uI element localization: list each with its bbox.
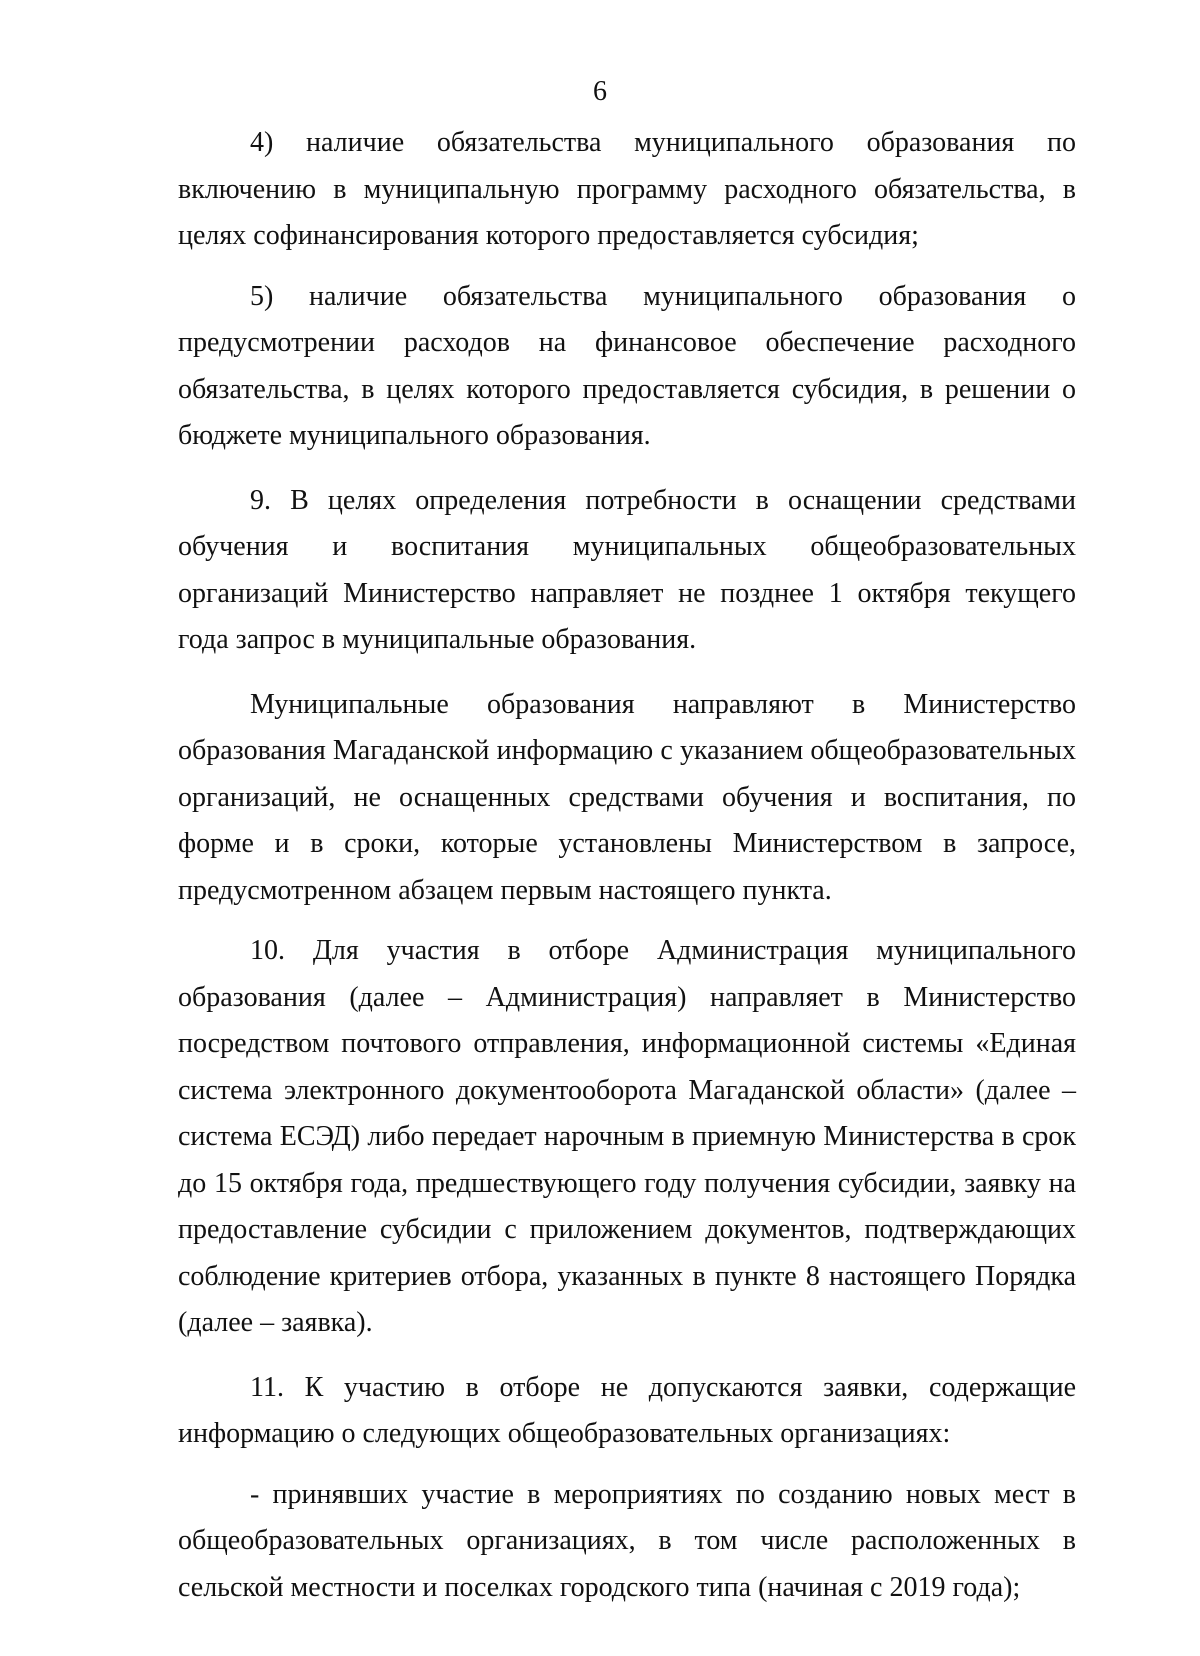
paragraph-item-4: 4) наличие обязательства муниципального образования по включению в муниципальную программу расходного обязательства, в целях софинансирования которого предоставляется субсидия; bbox=[178, 127, 1076, 251]
paragraph-point-11: 11. К участию в отборе не допускаются заявки, содержащие информацию о следующих общеобразовательных организациях: bbox=[178, 1371, 1076, 1449]
paragraph-municipal-formations: Муниципальные образования направляют в Министерство образования Магаданской информацию с указанием общеобразовательных организаций, не оснащенных средствами обучения и воспитания, по форме и в сроки, которые установлены Министерством в запросе, предусмотренном абзацем первым настоящего пункта. bbox=[178, 688, 1076, 906]
paragraph-item-5: 5) наличие обязательства муниципального образования о предусмотрении расходов на финансовое обеспечение расходного обязательства, в целях которого предоставляется субсидия, в решении о бюджете муниципального образования. bbox=[178, 280, 1076, 451]
document-body bbox=[178, 120, 1076, 1625]
paragraph-point-10: 10. Для участия в отборе Администрация муниципального образования (далее – Администрация) направляет в Министерство посредством почтового отправления, информационной системы «Единая система электронного документооборота Магаданской области» (далее – система ЕСЭД) либо передает нарочным в приемную Министерства в срок до 15 октября года, предшествующего году получения субсидии, заявку на предоставление субсидии с приложением документов, подтверждающих соблюдение критериев отбора, указанных в пункте 8 настоящего Порядка (далее – заявка). bbox=[178, 935, 1076, 1338]
paragraph-point-9: 9. В целях определения потребности в оснащении средствами обучения и воспитания муниципальных общеобразовательных организаций Министерство направляет не позднее 1 октября текущего года запрос в муниципальные образования. bbox=[178, 484, 1076, 655]
paragraph-dash-item: - принявших участие в мероприятиях по созданию новых мест в общеобразовательных организациях, в том числе расположенных в сельской местности и поселках городского типа (начиная с 2019 года); bbox=[178, 1478, 1076, 1603]
page-number: 6 bbox=[593, 76, 607, 107]
